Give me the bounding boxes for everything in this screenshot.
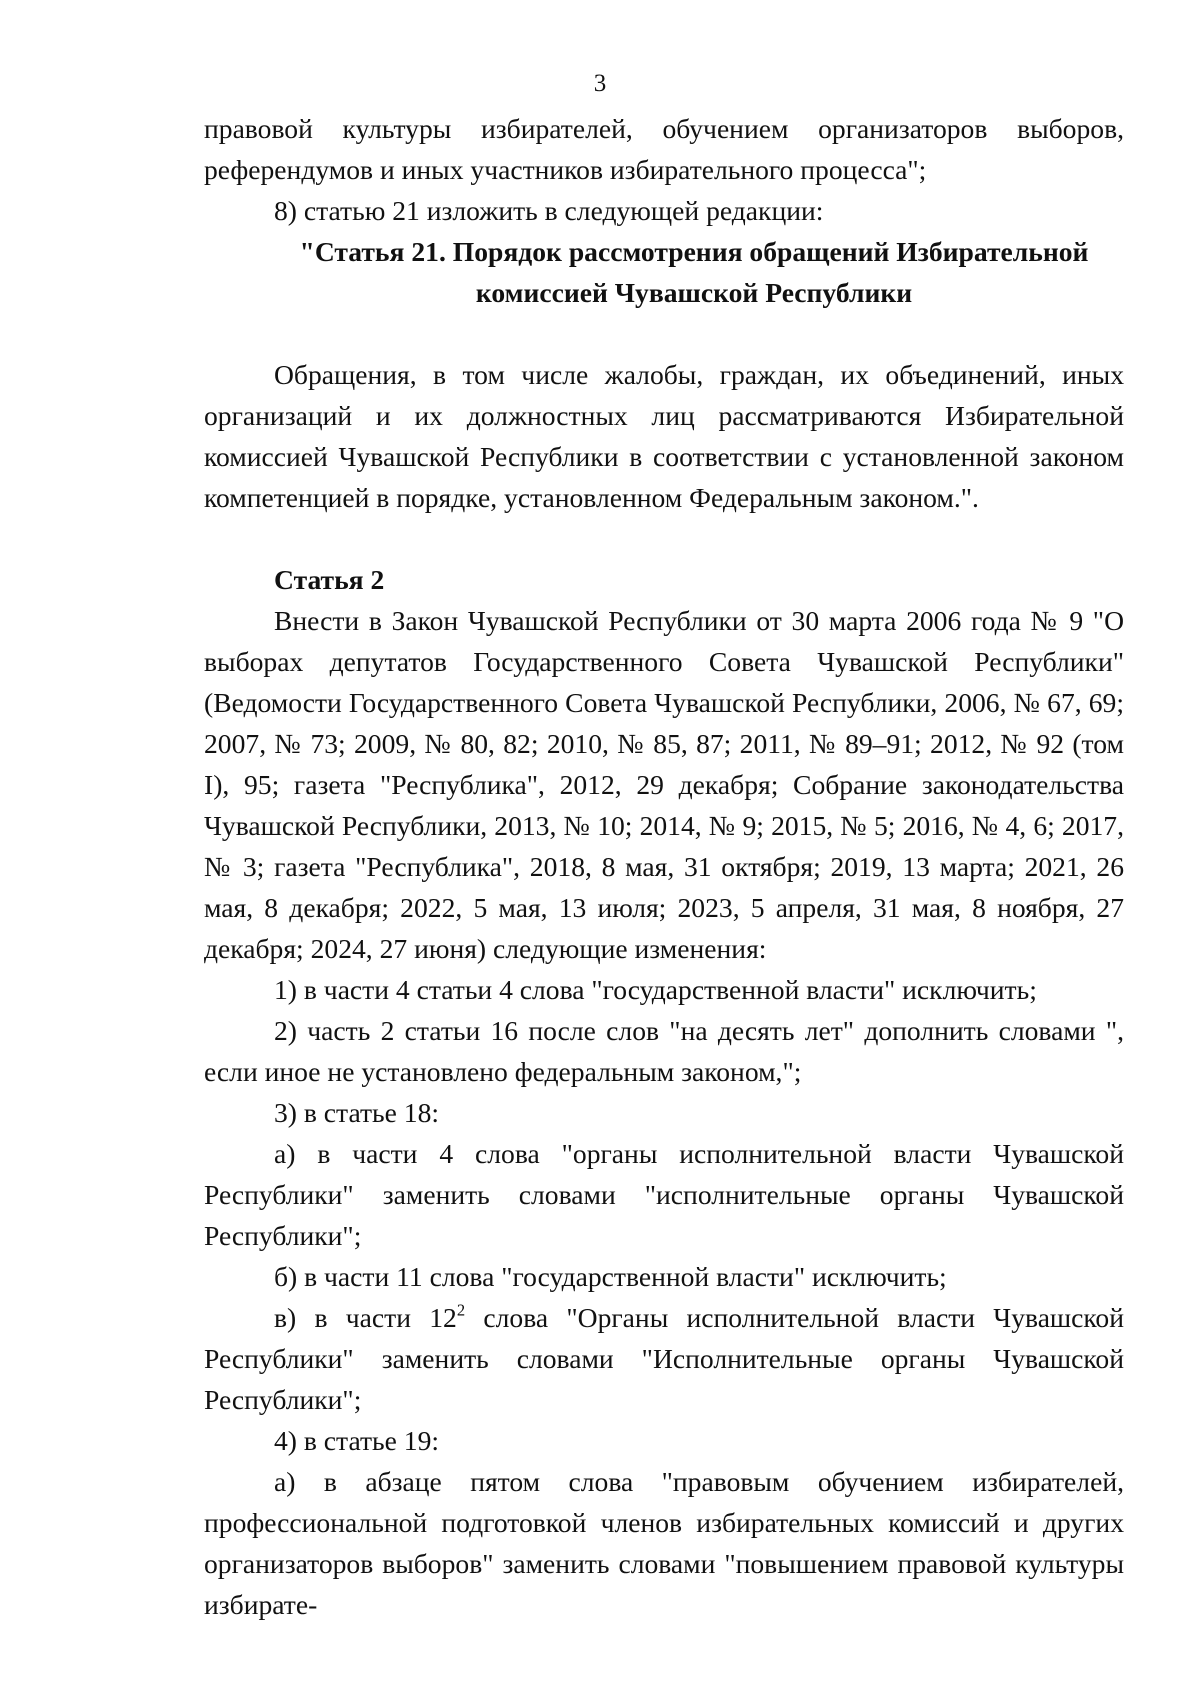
list-item-3b: б) в части 11 слова "государственной власти" исключить; [274,1261,947,1292]
list-item-3v-start: в) в части 12 [274,1302,457,1333]
list-item-4a: а) в абзаце пятом слова "правовым обучением избирателей, профессиональной подготовкой членов избирательных комиссий и других организаторов выборов" заменить словами "повышением правовой культуры избирате- [204,1466,1124,1620]
list-item-4: 4) в статье 19: [274,1425,440,1456]
article-21-heading: "Статья 21. Порядок рассмотрения обращений Избирательной комиссией Чувашской Республики [299,236,1089,308]
list-item-2: 2) часть 2 статьи 16 после слов "на десять лет" дополнить словами ", если иное не установлено федеральным законом,"; [204,1015,1124,1087]
article-2-intro: Внести в Закон Чувашской Республики от 30 марта 2006 года № 9 "О выборах депутатов Государственного Совета Чувашской Республики" (Ведомости Государственного Совета Чувашской Республики, 2006, № 67, 69; 2007, № 73; 2009, № 80, 82; 2010, № 85, 87; 2011, № 89–91; 2012, № 92 (том I), 95; газета "Республика", 2012, 29 декабря; Собрание законодательства Чувашской Республики, 2013, № 10; 2014, № 9; 2015, № 5; 2016, № 4, 6; 2017, № 3; газета "Республика", 2018, 8 мая, 31 октября; 2019, 13 марта; 2021, 26 мая, 8 декабря; 2022, 5 мая, 13 июля; 2023, 5 апреля, 31 мая, 8 ноября, 27 декабря; 2024, 27 июня) следующие изменения: [204,605,1124,964]
page-number: 3 [593,70,607,97]
article-2-heading: Статья 2 [274,564,385,595]
paragraph-item-8: 8) статью 21 изложить в следующей редакции: [274,195,824,226]
list-item-3: 3) в статье 18: [274,1097,440,1128]
list-item-3a: а) в части 4 слова "органы исполнительной власти Чувашской Республики" заменить словами "исполнительные органы Чувашской Республики"; [204,1138,1124,1251]
superscript: 2 [456,1300,466,1320]
list-item-3v [204,1297,1124,1420]
list-item-1: 1) в части 4 статьи 4 слова "государственной власти" исключить; [274,974,1037,1005]
list-item-3v-end: слова "Органы исполнительной власти Чувашской Республики" заменить словами "Исполнительные органы Чувашской Республики"; [204,1302,1125,1415]
document-body [204,108,1124,1625]
paragraph-continuation: правовой культуры избирателей, обучением организаторов выборов, референдумов и иных участников избирательного процесса"; [204,113,1124,185]
article-21-body: Обращения, в том числе жалобы, граждан, их объединений, иных организаций и их должностных лиц рассматриваются Избирательной комиссией Чувашской Республики в соответствии с установленной законом компетенцией в порядке, установленном Федеральным законом.". [204,359,1124,513]
